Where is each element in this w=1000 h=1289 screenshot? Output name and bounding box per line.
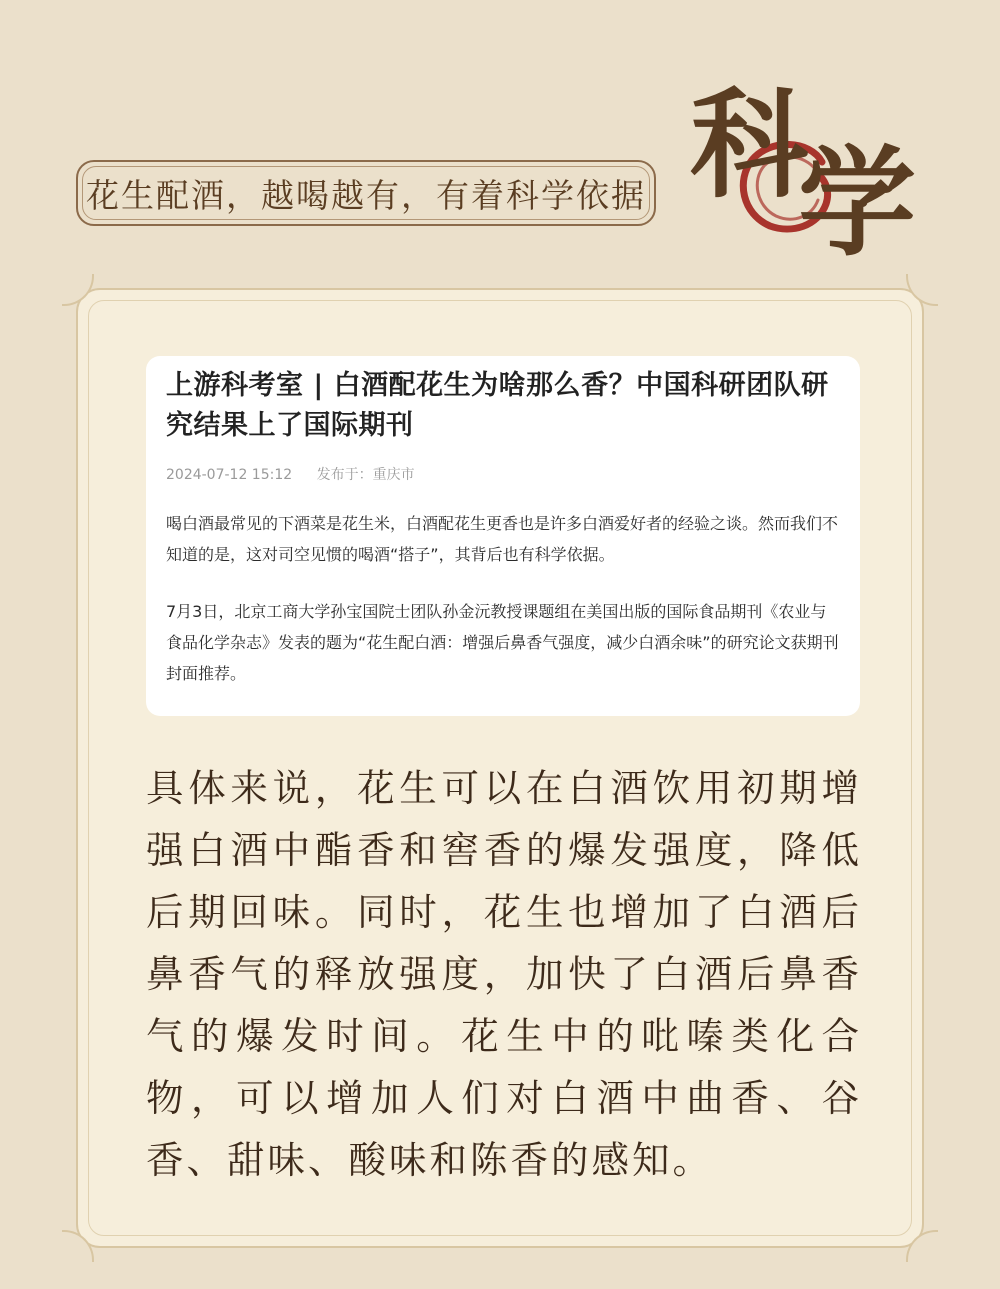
article-location: 发布于：重庆市 xyxy=(316,467,415,483)
big-char-ke: 科 xyxy=(690,75,809,214)
article-paragraph-1: 喝白酒最常见的下酒菜是花生米，白酒配花生更香也是许多白酒爱好者的经验之谈。然而我们不知道的是，这对司空见惯的喝酒“搭子”，其背后也有科学依据。 xyxy=(166,514,839,564)
article-date: 2024-07-12 15:12 xyxy=(166,467,293,483)
article-paragraph-2: 7月3日，北京工商大学孙宝国院士团队孙金沅教授课题组在美国出版的国际食品期刊《农业与食品化学杂志》发表的题为“花生配白酒：增强后鼻香气强度，减少白酒余味”的研究论文获期刊封面推荐。 xyxy=(166,602,839,683)
news-article-card xyxy=(146,356,860,716)
big-char-xue: 学 xyxy=(798,133,917,272)
article-headline: 上游科考室 | 白酒配花生为啥那么香？中国科研团队研究结果上了国际期刊 xyxy=(166,370,829,441)
article-meta xyxy=(166,464,840,484)
body-paragraph: 具体来说，花生可以在白酒饮用初期增强白酒中酯香和窖香的爆发强度，降低后期回味。同时，花生也增加了白酒后鼻香气的释放强度，加快了白酒后鼻香气的爆发时间。花生中的吡嗪类化合物，可以增加人们对白酒中曲香、谷香、甜味、酸味和陈香的感知。 xyxy=(146,766,862,1182)
subtitle-text: 花生配酒，越喝越有，有着科学依据 xyxy=(86,175,646,215)
subtitle-pill xyxy=(76,160,656,226)
frame-corner-tl xyxy=(62,274,94,306)
frame-corner-tr xyxy=(906,274,938,306)
frame-corner-bl xyxy=(62,1230,94,1262)
frame-corner-br xyxy=(906,1230,938,1262)
big-title-science xyxy=(680,40,980,272)
